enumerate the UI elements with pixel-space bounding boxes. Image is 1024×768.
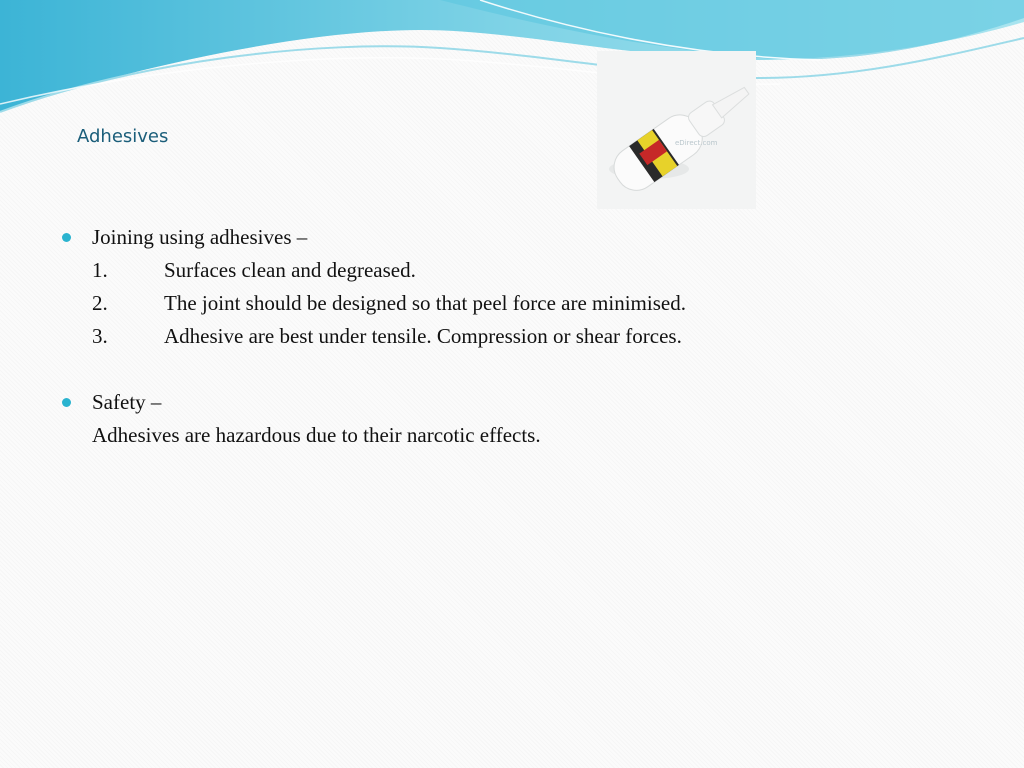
list-item-number: 1. (92, 258, 108, 282)
safety-body (62, 419, 962, 452)
list-item (62, 320, 962, 353)
glue-bottle-illustration (597, 51, 756, 209)
list-item (62, 254, 962, 287)
bullet-joining (62, 221, 962, 254)
bullet-heading: Joining using adhesives – (92, 225, 308, 249)
header-wave-decoration (0, 0, 1024, 130)
bullet-heading: Safety – (92, 390, 162, 414)
list-item (62, 287, 962, 320)
image-watermark: eDirect.com (675, 139, 718, 147)
bullet-dot-icon (62, 233, 71, 242)
glue-bottle-image (597, 51, 756, 209)
list-item-text: Adhesive are best under tensile. Compression or shear forces. (164, 324, 682, 348)
bullet-safety (62, 386, 962, 419)
safety-text: Adhesives are hazardous due to their narcotic effects. (92, 423, 541, 447)
list-item-text: Surfaces clean and degreased. (164, 258, 416, 282)
list-item-text: The joint should be designed so that peel force are minimised. (164, 291, 686, 315)
bullet-dot-icon (62, 398, 71, 407)
slide-body (62, 221, 962, 452)
slide-title: Adhesives (77, 126, 169, 147)
list-item-number: 3. (92, 324, 108, 348)
list-item-number: 2. (92, 291, 108, 315)
